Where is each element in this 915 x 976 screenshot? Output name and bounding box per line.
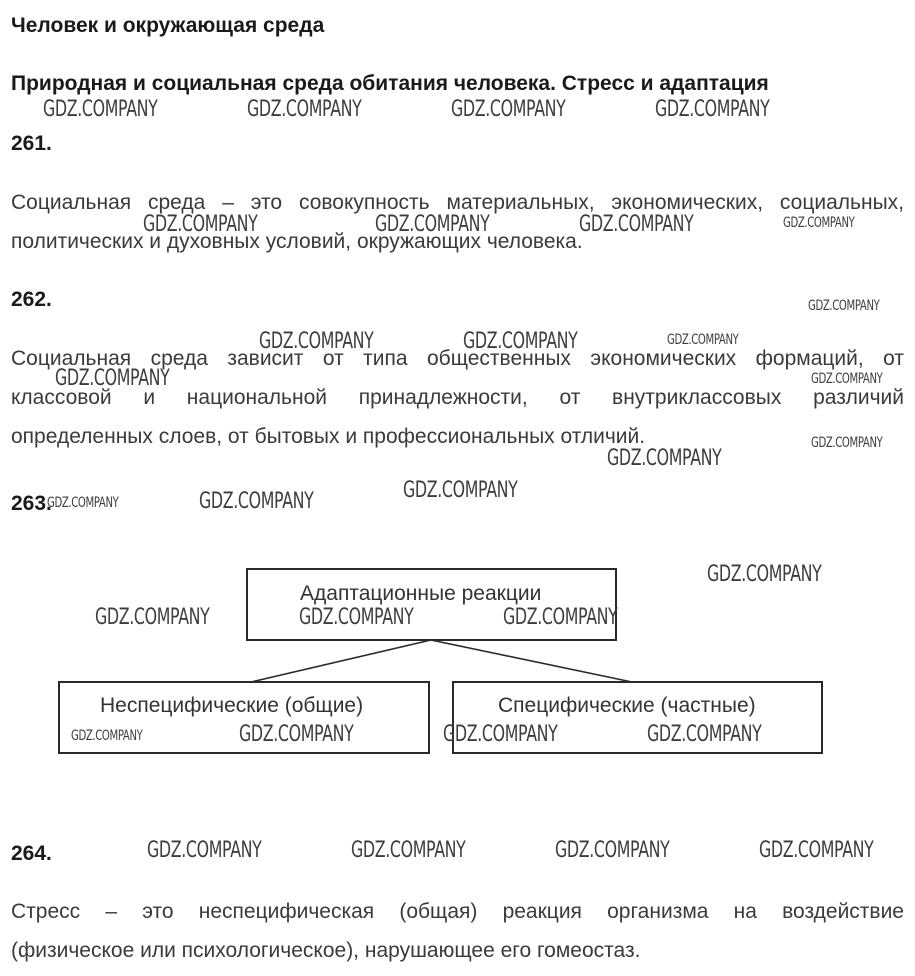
task-262-line: классовой и национальной принадлежности, от внутриклассовых различий xyxy=(11,386,904,409)
watermark: GDZ.COMPANY xyxy=(607,446,722,471)
watermark: GDZ.COMPANY xyxy=(555,838,670,863)
watermark: GDZ.COMPANY xyxy=(259,329,374,354)
watermark: GDZ.COMPANY xyxy=(95,605,210,630)
watermark: GDZ.COMPANY xyxy=(463,329,578,354)
task-261-line: Социальная среда – это совокупность материальных, экономических, социальных, xyxy=(11,191,904,214)
watermark: GDZ.COMPANY xyxy=(759,838,874,863)
section-subheading: Природная и социальная среда обитания человека. Стресс и адаптация xyxy=(11,72,769,95)
watermark: GDZ.COMPANY xyxy=(443,722,558,747)
task-261-line: политических и духовных условий, окружающих человека. xyxy=(11,230,583,253)
watermark: GDZ.COMPANY xyxy=(655,97,770,122)
watermark: GDZ.COMPANY xyxy=(808,298,880,314)
watermark: GDZ.COMPANY xyxy=(783,215,855,231)
watermark: GDZ.COMPANY xyxy=(43,97,158,122)
watermark: GDZ.COMPANY xyxy=(707,562,822,587)
task-264-text xyxy=(11,892,904,970)
task-number-263: 263. xyxy=(11,492,52,515)
watermark: GDZ.COMPANY xyxy=(403,478,518,503)
task-264-line: Стресс – это неспецифическая (общая) реакция организма на воздействие xyxy=(11,900,904,923)
watermark: GDZ.COMPANY xyxy=(811,371,883,387)
watermark: GDZ.COMPANY xyxy=(47,495,119,511)
task-262-line: определенных слоев, от бытовых и профессиональных отличий. xyxy=(11,425,646,448)
watermark: GDZ.COMPANY xyxy=(647,722,762,747)
watermark: GDZ.COMPANY xyxy=(667,332,739,348)
task-262-line: Социальная среда зависит от типа общественных экономических формаций, от xyxy=(11,347,904,370)
task-number-261: 261. xyxy=(11,132,52,155)
page-heading: Человек и окружающая среда xyxy=(11,14,325,37)
diagram-left-label: Неспецифические (общие) xyxy=(100,694,364,717)
connector-right xyxy=(431,640,632,682)
watermark: GDZ.COMPANY xyxy=(451,97,566,122)
watermark: GDZ.COMPANY xyxy=(147,838,262,863)
watermark: GDZ.COMPANY xyxy=(55,366,170,391)
watermark: GDZ.COMPANY xyxy=(351,838,466,863)
watermark: GDZ.COMPANY xyxy=(503,605,618,630)
watermark: GDZ.COMPANY xyxy=(71,728,143,744)
connector-left xyxy=(251,640,431,682)
diagram-root-label: Адаптационные реакции xyxy=(300,582,542,605)
watermark: GDZ.COMPANY xyxy=(247,97,362,122)
watermark: GDZ.COMPANY xyxy=(299,605,414,630)
task-264-line: (физическое или психологическое), нарушающее его гомеостаз. xyxy=(11,939,641,962)
task-number-262: 262. xyxy=(11,288,52,311)
watermark: GDZ.COMPANY xyxy=(239,722,354,747)
watermark: GDZ.COMPANY xyxy=(143,212,258,237)
watermark: GDZ.COMPANY xyxy=(375,212,490,237)
watermark: GDZ.COMPANY xyxy=(579,212,694,237)
diagram-right-label: Специфические (частные) xyxy=(498,694,756,717)
watermark: GDZ.COMPANY xyxy=(811,435,883,451)
watermark: GDZ.COMPANY xyxy=(199,489,314,514)
task-number-264: 264. xyxy=(11,842,52,865)
